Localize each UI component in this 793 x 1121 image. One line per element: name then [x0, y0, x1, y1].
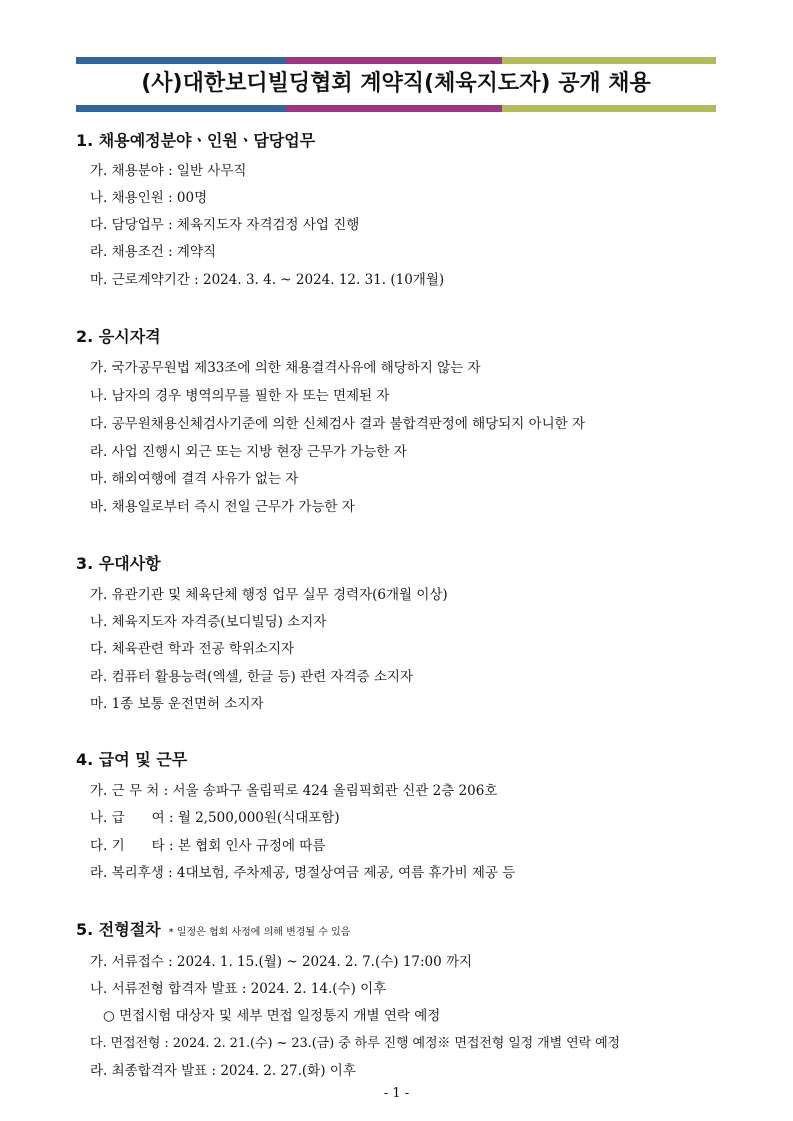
schedule-change-note: * 일정은 협회 사정에 의해 변경될 수 있음	[168, 927, 351, 938]
section-2-item: 나. 남자의 경우 병역의무를 필한 자 또는 면제된 자	[90, 388, 390, 404]
header-bar-blue	[76, 57, 286, 64]
section-2-item: 라. 사업 진행시 외근 또는 지방 현장 근무가 가능한 자	[90, 444, 407, 460]
header-bar-green	[502, 57, 716, 64]
section-1-item: 라. 채용조건 : 계약직	[90, 244, 217, 260]
section-3-item: 가. 유관기관 및 체육단체 행정 업무 실무 경력자(6개월 이상)	[90, 587, 448, 603]
section-5-item: 가. 서류접수 : 2024. 1. 15.(월) ~ 2024. 2. 7.(수) 17:00 까지	[90, 954, 473, 970]
header-bar-blue-bottom	[76, 105, 286, 112]
section-4-heading: 4. 급여 및 근무	[76, 750, 188, 769]
header-bar-purple-bottom	[286, 105, 502, 112]
section-2-item: 마. 해외여행에 결격 사유가 없는 자	[90, 471, 299, 487]
section-5-heading	[76, 919, 350, 944]
section-5-item: 나. 서류전형 합격자 발표 : 2024. 2. 14.(수) 이후	[90, 981, 387, 997]
section-2-item: 바. 채용일로부터 즉시 전일 근무가 가능한 자	[90, 499, 355, 515]
section-3-heading: 3. 우대사항	[76, 554, 161, 573]
section-4-item: 가. 근 무 처 : 서울 송파구 올림픽로 424 올림픽회관 신관 2층 206호	[90, 783, 498, 799]
section-1-item: 마. 근로계약기간 : 2024. 3. 4. ~ 2024. 12. 31. (10개월)	[90, 272, 445, 288]
section-4-item: 나. 급 여 : 월 2,500,000원(식대포함)	[90, 810, 340, 826]
section-3-item: 나. 체육지도자 자격증(보디빌딩) 소지자	[90, 614, 327, 630]
page-title: (사)대한보디빌딩협회 계약직(체육지도자) 공개 채용	[141, 71, 651, 96]
section-5-title: 5. 전형절차	[76, 920, 161, 939]
section-5-item: 라. 최종합격자 발표 : 2024. 2. 27.(화) 이후	[90, 1063, 356, 1079]
header-bar-purple	[286, 57, 502, 64]
section-3-item: 다. 체육관련 학과 전공 학위소지자	[90, 641, 295, 657]
section-1-item: 가. 채용분야 : 일반 사무직	[90, 163, 247, 179]
header-bar-green-bottom	[502, 105, 716, 112]
section-4-item: 다. 기 타 : 본 협회 인사 규정에 따름	[90, 838, 326, 854]
section-2-item: 다. 공무원채용신체검사기준에 의한 신체검사 결과 불합격판정에 해당되지 아니한 자	[90, 416, 586, 432]
section-1-item: 나. 채용인원 : 00명	[90, 190, 208, 206]
section-5-item: 다. 면접전형 : 2024. 2. 21.(수) ~ 23.(금) 중 하루 진행 예정※ 면접전형 일정 개별 연락 예정	[90, 1036, 620, 1051]
section-2-heading: 2. 응시자격	[76, 327, 161, 346]
section-4-item: 라. 복리후생 : 4대보험, 주차제공, 명절상여금 제공, 여름 휴가비 제공 등	[90, 865, 516, 881]
section-3-item: 라. 컴퓨터 활용능력(엑셀, 한글 등) 관련 자격증 소지자	[90, 669, 414, 685]
section-5-subitem: ○ 면접시험 대상자 및 세부 면접 일정통지 개별 연락 예정	[103, 1008, 441, 1024]
page-number: - 1 -	[383, 1086, 410, 1101]
section-3-item: 마. 1종 보통 운전면허 소지자	[90, 696, 264, 712]
section-1-item: 다. 담당업무 : 체육지도자 자격검정 사업 진행	[90, 217, 360, 233]
section-2-item: 가. 국가공무원법 제33조에 의한 채용결격사유에 해당하지 않는 자	[90, 360, 481, 376]
section-1-heading: 1. 채용예정분야ㆍ인원ㆍ담당업무	[76, 131, 316, 150]
